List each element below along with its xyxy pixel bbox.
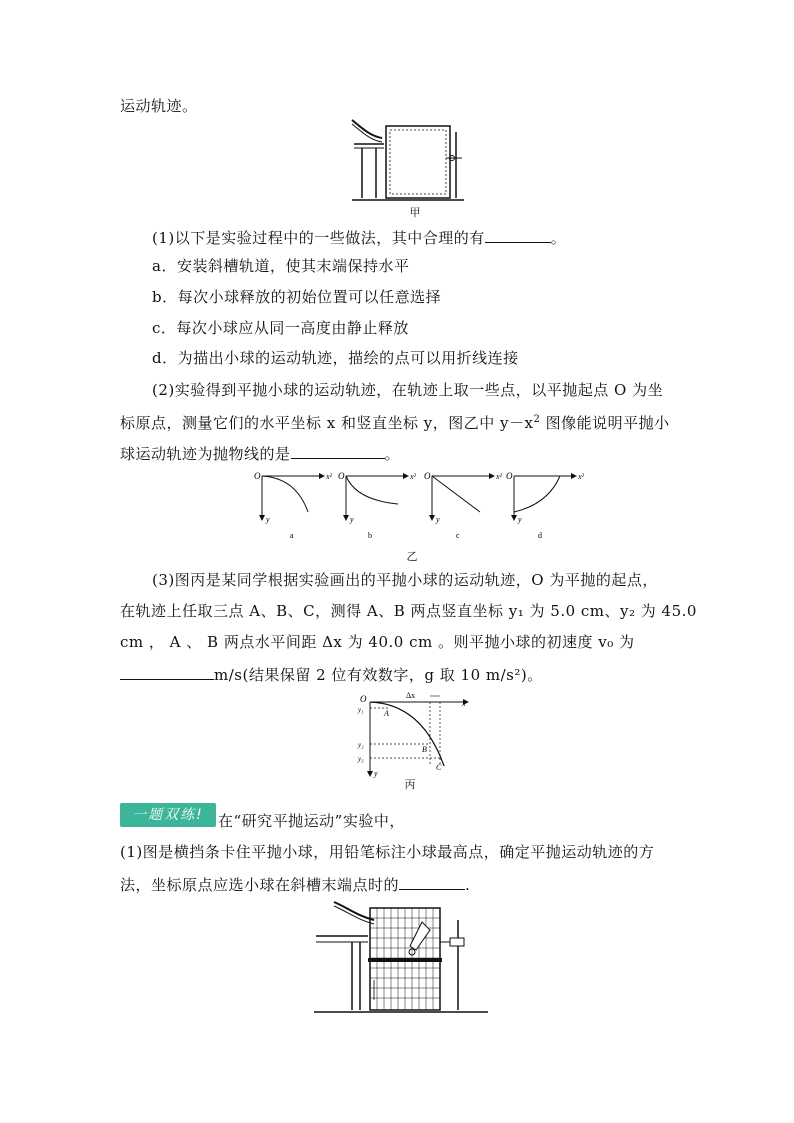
followup-answer-blank — [399, 873, 465, 890]
graph-c — [424, 471, 503, 540]
bing-y2-label: y₂ — [358, 741, 364, 749]
graph-a-ylabel: y — [266, 515, 270, 524]
q2-line2-a: 标原点，测量它们的水平坐标 x 和竖直坐标 y，图乙中 y－x — [120, 414, 534, 432]
intro-tail-text: 运动轨迹。 — [120, 97, 198, 115]
q1-stem-text: (1)以下是实验过程中的一些做法，其中合理的有 — [152, 229, 485, 247]
graph-d-label: d — [538, 531, 542, 540]
q2-line2 — [120, 410, 670, 433]
graph-c-origin: O — [424, 471, 431, 481]
figure-bing-caption: 丙 — [404, 778, 416, 791]
graph-c-ylabel: y — [436, 515, 440, 524]
figure-jia-apparatus — [348, 118, 468, 208]
graph-c-label: c — [456, 531, 460, 540]
graph-d-xlabel: x² — [578, 472, 584, 481]
q2-line3-text: 球运动轨迹为抛物线的是 — [120, 445, 291, 463]
graph-b-origin: O — [338, 471, 345, 481]
bing-point-a: A — [384, 709, 389, 718]
figure-jia-caption: 甲 — [409, 206, 421, 219]
followup-line2 — [120, 873, 470, 895]
graph-d-ylabel: y — [518, 515, 522, 524]
q1-stem — [152, 226, 566, 248]
graph-a-xlabel: x² — [326, 472, 332, 481]
followup-line2-end: . — [465, 876, 471, 894]
bing-x-label: x — [462, 699, 466, 708]
figure-yi-graphs — [252, 470, 592, 550]
graph-a — [254, 471, 333, 540]
q1-answer-blank — [485, 226, 551, 243]
q3-line1: (3)图丙是某同学根据实验画出的平抛小球的运动轨迹，O 为平抛的起点， — [152, 571, 658, 589]
q1-option-b: b．每次小球释放的初始位置可以任意选择 — [152, 288, 442, 306]
q2-line1: (2)实验得到平抛小球的运动轨迹，在轨迹上取一些点，以平抛起点 O 为坐 — [152, 381, 664, 399]
graph-d-origin: O — [506, 471, 513, 481]
q1-stem-end: 。 — [550, 229, 567, 247]
bing-origin-label: O — [360, 694, 367, 704]
q3-line2: 在轨迹上任取三点 A、B、C，测得 A、B 两点竖直坐标 y₁ 为 5.0 cm、y₂ 为 45.0 — [120, 602, 697, 620]
graph-b-ylabel: y — [350, 515, 354, 524]
graph-c-xlabel: x² — [496, 472, 502, 481]
followup-apparatus — [312, 900, 492, 1022]
graph-b-xlabel: x² — [410, 472, 416, 481]
q3-line4 — [120, 663, 543, 685]
followup-line1: (1)图是横挡条卡住平抛小球，用铅笔标注小球最高点，确定平抛运动轨迹的方 — [120, 843, 655, 861]
q2-line2-sup: 2 — [533, 414, 541, 425]
bing-y-label: y — [374, 769, 378, 778]
graph-b — [338, 471, 417, 540]
followup-line2-text: 法，坐标原点应选小球在斜槽末端点时的 — [120, 876, 400, 894]
graph-a-origin: O — [254, 471, 261, 481]
bing-point-c: C — [436, 763, 442, 772]
q2-line3 — [120, 442, 400, 464]
figure-yi-caption: 乙 — [406, 550, 418, 563]
bing-y1-label: y₁ — [358, 706, 364, 714]
graph-d — [506, 471, 585, 540]
graph-a-label: a — [290, 531, 294, 540]
bing-point-b: B — [422, 745, 427, 754]
followup-intro: 在“研究平抛运动”实验中， — [218, 812, 405, 830]
bing-y3-label: y₃ — [358, 755, 364, 763]
graph-b-label: b — [368, 531, 372, 540]
q1-option-a: a．安装斜槽轨道，使其末端保持水平 — [152, 257, 410, 275]
q2-line3-end: 。 — [384, 445, 401, 463]
q2-answer-blank — [291, 442, 385, 459]
practice-badge: 一题双练! — [120, 803, 216, 827]
q2-line2-b: 图像能说明平抛小 — [540, 414, 670, 432]
q1-option-c: c．每次小球应从同一高度由静止释放 — [152, 319, 409, 337]
bing-dx-label: Δx — [406, 691, 416, 700]
figure-bing-trajectory — [356, 690, 476, 780]
q3-line3: cm ， A 、 B 两点水平间距 Δx 为 40.0 cm 。则平抛小球的初速度 v₀ 为 — [120, 633, 635, 651]
q1-option-d: d．为描出小球的运动轨迹，描绘的点可以用折线连接 — [152, 349, 519, 367]
q3-line4-text: m/s(结果保留 2 位有效数字，g 取 10 m/s²)。 — [214, 666, 543, 684]
q3-answer-blank — [120, 663, 214, 680]
